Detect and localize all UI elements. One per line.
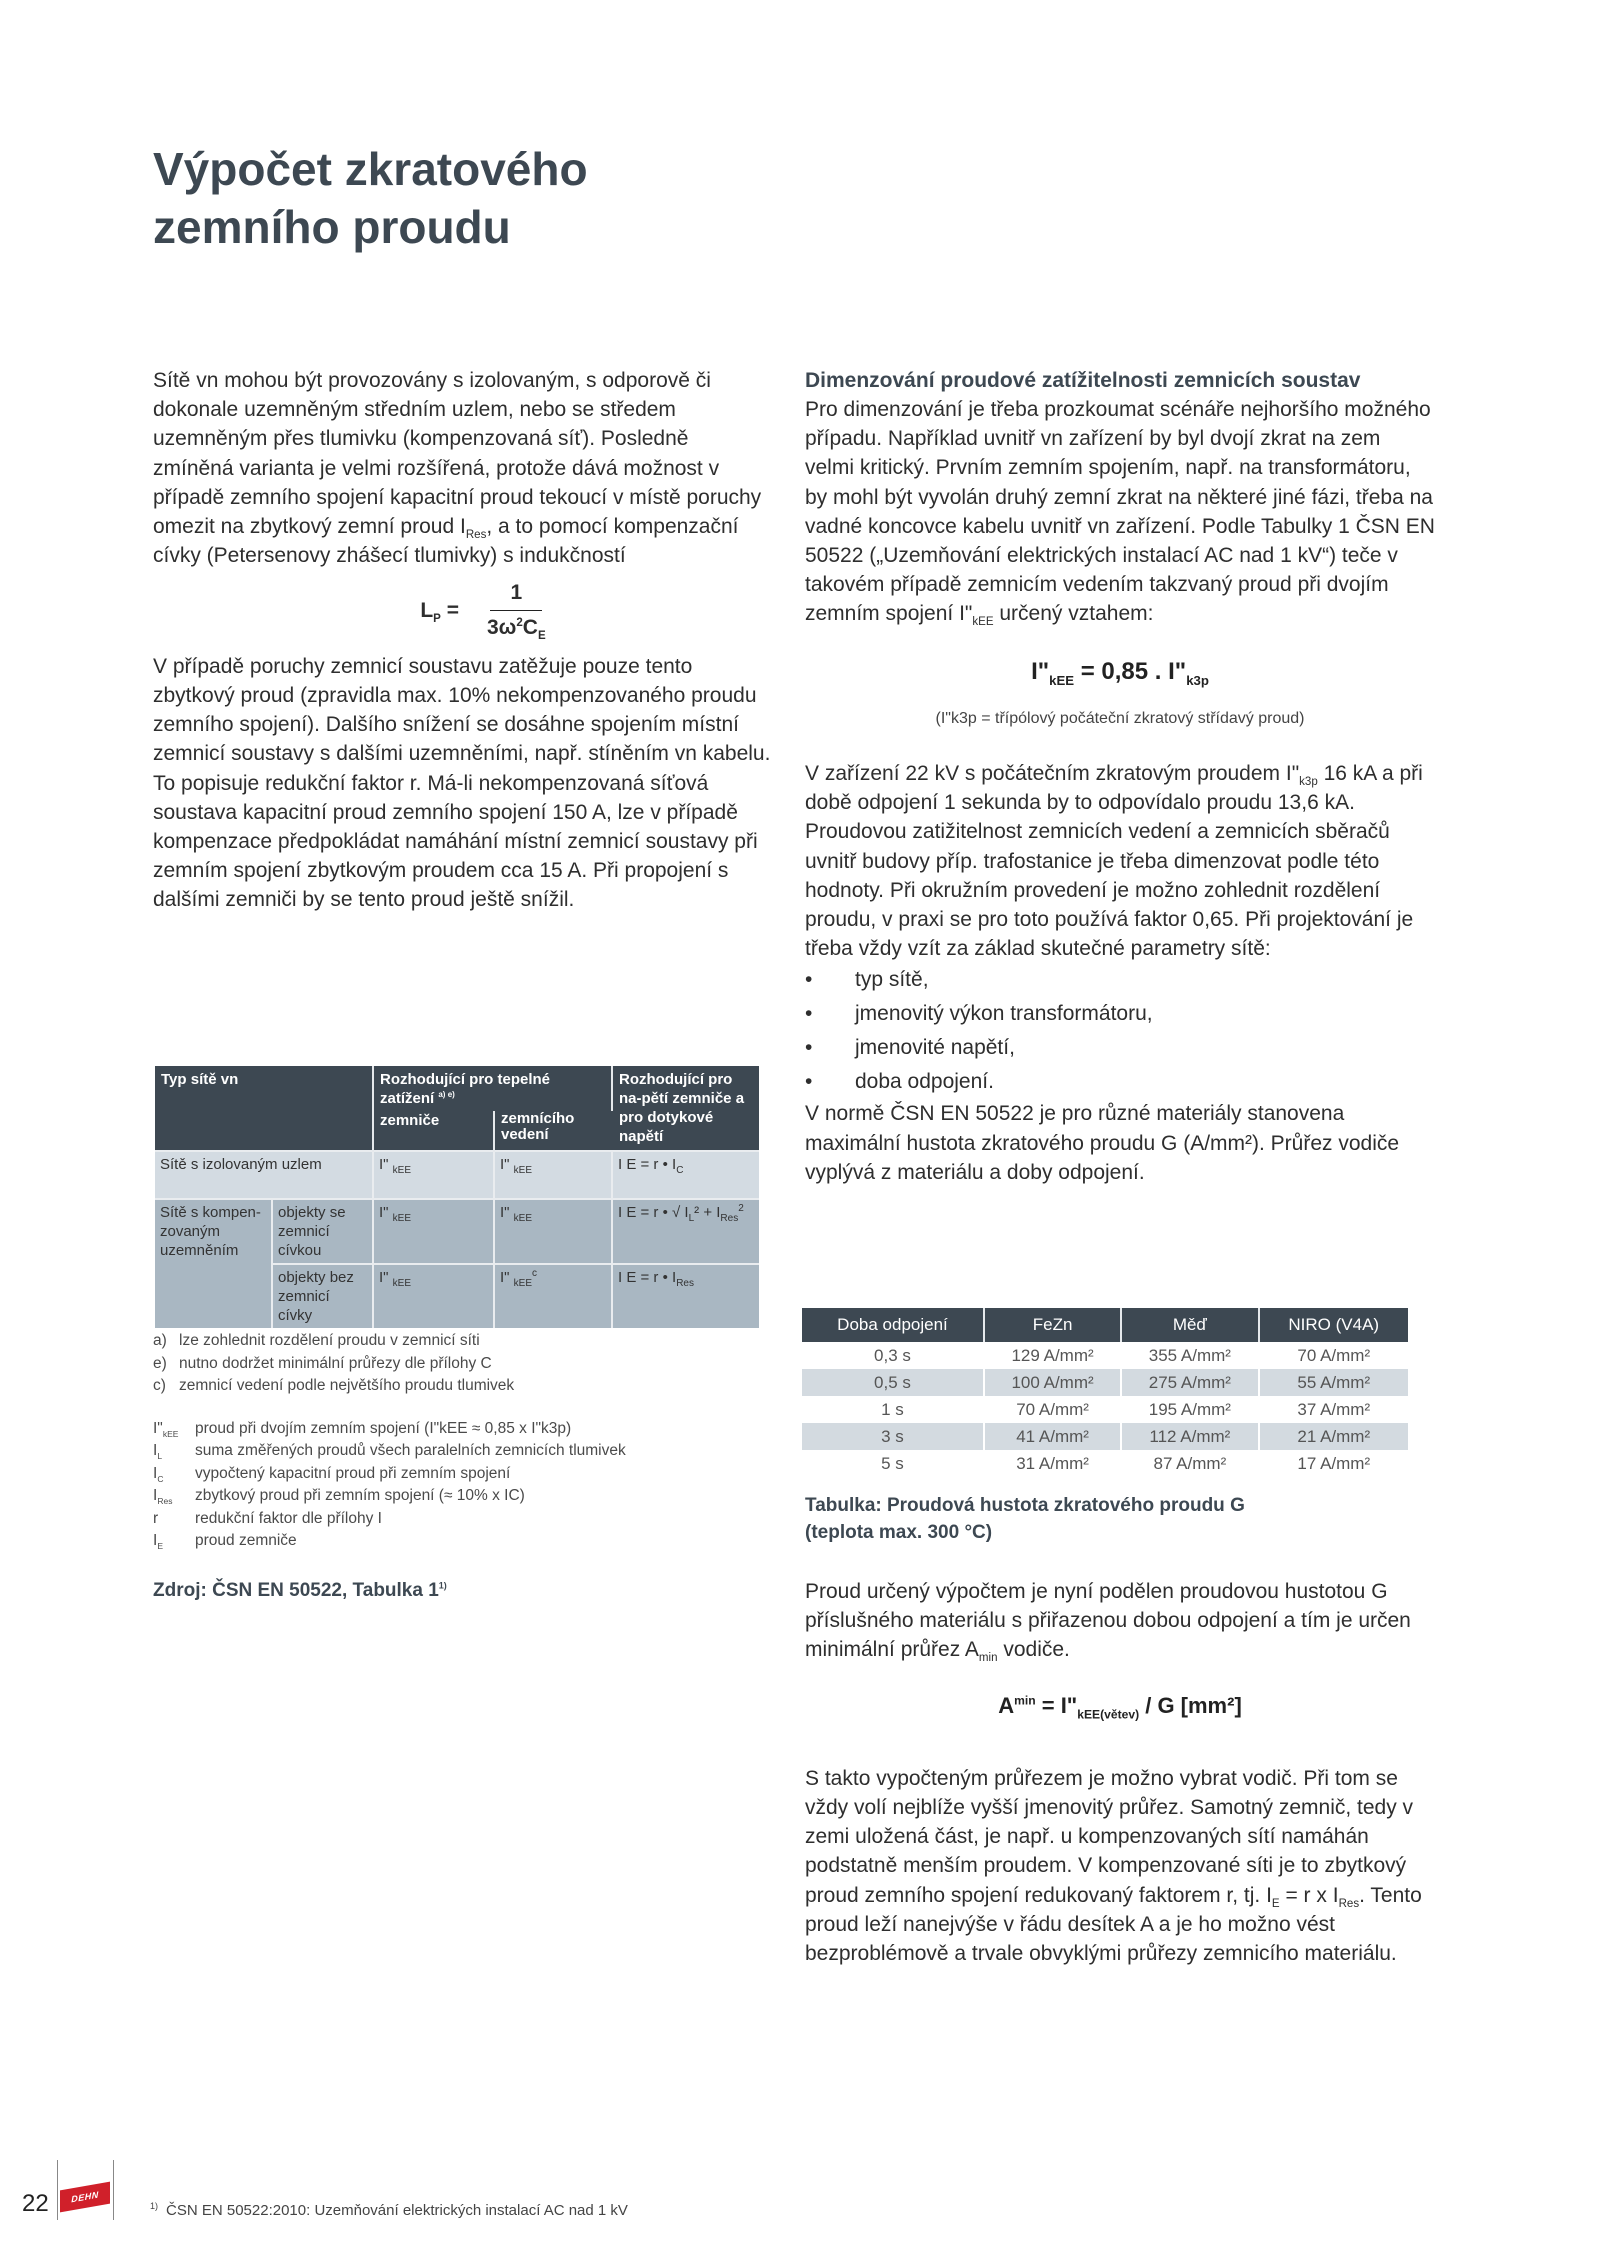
para-norm: V normě ČSN EN 50522 je pro různé materiály stanovena maximální hustota zkratového proudu G (A/mm²). Průřez vodiče vyplývá z materiálu a doby odpojení.	[805, 1102, 1400, 1184]
header-earth-conductor: zemnícího vedení	[494, 1111, 612, 1151]
note-a: a) lze zohlednit rozdělení proudu v zemnicí síti	[153, 1332, 480, 1349]
note-c: c) zemnicí vedení podle největšího proudu tlumivek	[153, 1377, 515, 1394]
formula-amin: $A^{min}$ = $I"_{kEE(větev)}$ / G [mm²]	[998, 1692, 1242, 1721]
page-number: 22	[22, 2190, 49, 2217]
symbol-row: $I_L$ suma změřených proudů všech paralelních zemnicích tlumivek	[153, 1442, 626, 1462]
table-row: 3 s 41 A/mm² 112 A/mm² 21 A/mm²	[802, 1423, 1408, 1450]
header-thermal: Rozhodující pro tepelné zatížení $^{a) e)}$	[373, 1066, 612, 1111]
inductance-formula	[153, 578, 773, 641]
cell-subtype: objekty bez zemnicí cívky	[272, 1264, 373, 1328]
note-e: e) nutno dodržet minimální průřezy dle přílohy C	[153, 1354, 492, 1372]
intro-tail: , a to pomocí kompenzační cívky (Petersenovy zhášecí tlumivky) s indukčností	[153, 515, 739, 568]
section-heading: Dimenzování proudové zatížitelnosti zemnicích soustav	[805, 369, 1361, 392]
left-column	[153, 366, 773, 915]
header-network-type: Typ sítě vn	[155, 1066, 373, 1151]
footer-divider	[113, 2160, 114, 2220]
para-example: V zařízení 22 kV s počátečním zkratovým proudem $I"_{k3p}$ 16 kA a při době odpojení 1 sekunda by to odpovídalo proudu 13,6 kA. Proudovou zatižitelnost zemnicích vedení a zemnicích sběračů uvnitř budovy příp. trafostanice je třeba dimenzovat podle této hodnoty. Při okružním provedení je možno zohlednit rozdělení proudu, v praxi se pro toto používá faktor 0,65. Při projektování je třeba vždy vzít za základ skutečné parametry sítě:	[805, 762, 1423, 961]
footer-divider	[57, 2160, 58, 2220]
symbol-row: $I_E$ proud zemniče	[153, 1532, 297, 1552]
cell-type: Sítě s izolovaným uzlem	[155, 1151, 373, 1199]
table-row	[155, 1199, 759, 1264]
right-column	[805, 366, 1435, 1187]
table-row	[155, 1151, 759, 1199]
table-row: 1 s 70 A/mm² 195 A/mm² 37 A/mm²	[802, 1396, 1408, 1423]
symbol-row: r redukční faktor dle přílohy I	[153, 1509, 382, 1527]
cell-conductor: I" $_{kEE}$	[494, 1199, 612, 1264]
table1-source: Zdroj: ČSN EN 50522, Tabulka 1$^{1)}$	[153, 1580, 447, 1601]
header-fezn: FeZn	[984, 1308, 1121, 1342]
current-density-table	[802, 1308, 1408, 1477]
footnote: $^{1)}$ ČSN EN 50522:2010: Uzemňování elektrických instalací AC nad 1 kV	[150, 2201, 628, 2219]
table-row: 5 s 31 A/mm² 87 A/mm² 17 A/mm²	[802, 1450, 1408, 1477]
symbol-row: $I_C$ vypočtený kapacitní proud při zemním spojení	[153, 1464, 511, 1484]
formula-ikee-note: (I"k3p = třípólový počáteční zkratový střídavý proud)	[935, 709, 1305, 727]
cell-conductor: I" $_{kEE}^c$	[494, 1264, 612, 1328]
formula-ikee: $I"_{kEE} = 0,85$ . $I"_{k3p}$	[1031, 657, 1209, 688]
para-min-cross-section: Proud určený výpočtem je nyní podělen proudovou hustotou G příslušného materiálu s přiřazenou dobou odpojení a tím je určen minimální průřez $A_{min}$ vodiče.	[805, 1580, 1411, 1665]
table2-caption: Tabulka: Proudová hustota zkratového proudu G (teplota max. 300 °C)	[805, 1495, 1245, 1543]
list-item: • typ sítě,	[805, 968, 929, 992]
cell-voltage: I E = r • $I_C$	[612, 1151, 759, 1199]
header-voltage: Rozhodující pro na-pětí zemniče a pro dotykové napětí	[612, 1066, 759, 1151]
cell-conductor: I" $_{kEE}$	[494, 1151, 612, 1199]
network-type-table	[155, 1066, 759, 1328]
formula-fraction	[487, 578, 546, 641]
header-earth-electrode: zemniče	[373, 1111, 494, 1151]
dehn-logo-icon: DEHN	[60, 2182, 110, 2213]
intro-sub: Res	[465, 529, 487, 542]
symbol-row: $I_{Res}$ zbytkový proud při zemním spojení (≈ 10% x IC)	[153, 1487, 525, 1507]
symbol-row: $I"_{kEE}$ proud při dvojím zemním spojení (I"kEE ≈ 0,85 x I"k3p)	[153, 1419, 572, 1439]
cell-electrode: I" $_{kEE}$	[373, 1151, 494, 1199]
list-item: • doba odpojení.	[805, 1070, 994, 1094]
cell-subtype: objekty se zemnicí cívkou	[272, 1199, 373, 1264]
cell-type: Sítě s kompen-zovaným uzemněním	[155, 1199, 272, 1328]
page-title-line2: zemního proudu	[153, 201, 511, 253]
cell-voltage: I E = r • √ $I_L^2 + I_{Res}^2$	[612, 1199, 759, 1264]
page-title-line1: Výpočet zkratového	[153, 143, 588, 195]
header-copper: Měď	[1121, 1308, 1258, 1342]
cell-voltage: I E = r • $I_{Res}$	[612, 1264, 759, 1328]
para-dimensioning: Pro dimenzování je třeba prozkoumat scénáře nejhoršího možného případu. Například uvnitř vn zařízení by byl dvojí zkrat na zem velmi kritický. Prvním zemním spojením, např. na transformátoru, by mohl být vyvolán druhý zemní zkrat na některé jiné fázi, třeba na vadné koncovce kabelu uvnitř vn zařízení. Podle Tabulky 1 ČSN EN 50522 („Uzemňování elektrických instalací AC nad 1 kV“) teče v takovém případě zemnicím vedením takzvaný proud při dvojím zemním spojení $I"_{kEE}$ určený vztahem:	[805, 398, 1435, 629]
formula-denominator: $3\omega^2C_E$	[486, 615, 546, 642]
list-item: • jmenovitý výkon transformátoru,	[805, 1002, 1153, 1026]
header-niro: NIRO (V4A)	[1259, 1308, 1409, 1342]
para-conductor-selection: S takto vypočteným průřezem je možno vybrat vodič. Při tom se vždy volí nejblíže vyšší jmenovitý průřez. Samotný zemnič, tedy v zemi uložená část, je např. u kompenzovaných sítí namáhán podstatně menším proudem. V kompenzované síti je to zbytkový proud zemního spojení redukovaný faktorem r, tj. $I_E = r$ x $I_{Res}$. Tento proud leží nanejvýše v řádu desítek A a je ho možno vést bezproblémově a trvale obvyklými průřezy zemnicího materiálu.	[805, 1766, 1422, 1966]
formula-numerator: 1	[490, 578, 542, 610]
header-disconnect-time: Doba odpojení	[802, 1308, 984, 1342]
table-row: 0,3 s 129 A/mm² 355 A/mm² 70 A/mm²	[802, 1342, 1408, 1369]
table-row: 0,5 s 100 A/mm² 275 A/mm² 55 A/mm²	[802, 1369, 1408, 1396]
intro-paragraph	[153, 366, 773, 570]
list-item: • jmenovité napětí,	[805, 1036, 1015, 1060]
right-column-lower	[805, 1577, 1435, 1968]
para-residual-current: V případě poruchy zemnicí soustavu zatěžuje pouze tento zbytkový proud (zpravidla max. 10% nekompenzovaného proudu zemního spojení). Dalšího snížení se dosáhne spojením místní zemnicí soustavy s dalšími uzemněními, např. stíněním vn kabelu. To popisuje redukční faktor r. Má-li nekompenzovaná síťová soustava kapacitní proud zemního spojení 150 A, lze v případě kompenzace předpokládat namáhání místní zemnicí soustavy při zemním spojení zbytkovým proudem cca 15 A. Při propojení s dalšími zemniči by se tento proud ještě snížil.	[153, 654, 771, 912]
intro-text: Sítě vn mohou být provozovány s izolovaným, s odporově či dokonale uzemněným středním uzlem, nebo se středem uzemněným přes tlumivku (kompenzovaná síť). Posledně zmíněná varianta je velmi rozšířená, protože dává možnost v případě zemního spojení kapacitní proud tekoucí v místě poruchy omezit na zbytkový zemní proud I	[153, 369, 762, 539]
page-title	[153, 140, 588, 256]
table1-legend	[153, 1330, 773, 1553]
cell-electrode: I" $_{kEE}$	[373, 1264, 494, 1328]
cell-electrode: I" $_{kEE}$	[373, 1199, 494, 1264]
formula-lhs: $L_P$ =	[420, 598, 459, 625]
parameter-list	[805, 963, 1435, 1099]
